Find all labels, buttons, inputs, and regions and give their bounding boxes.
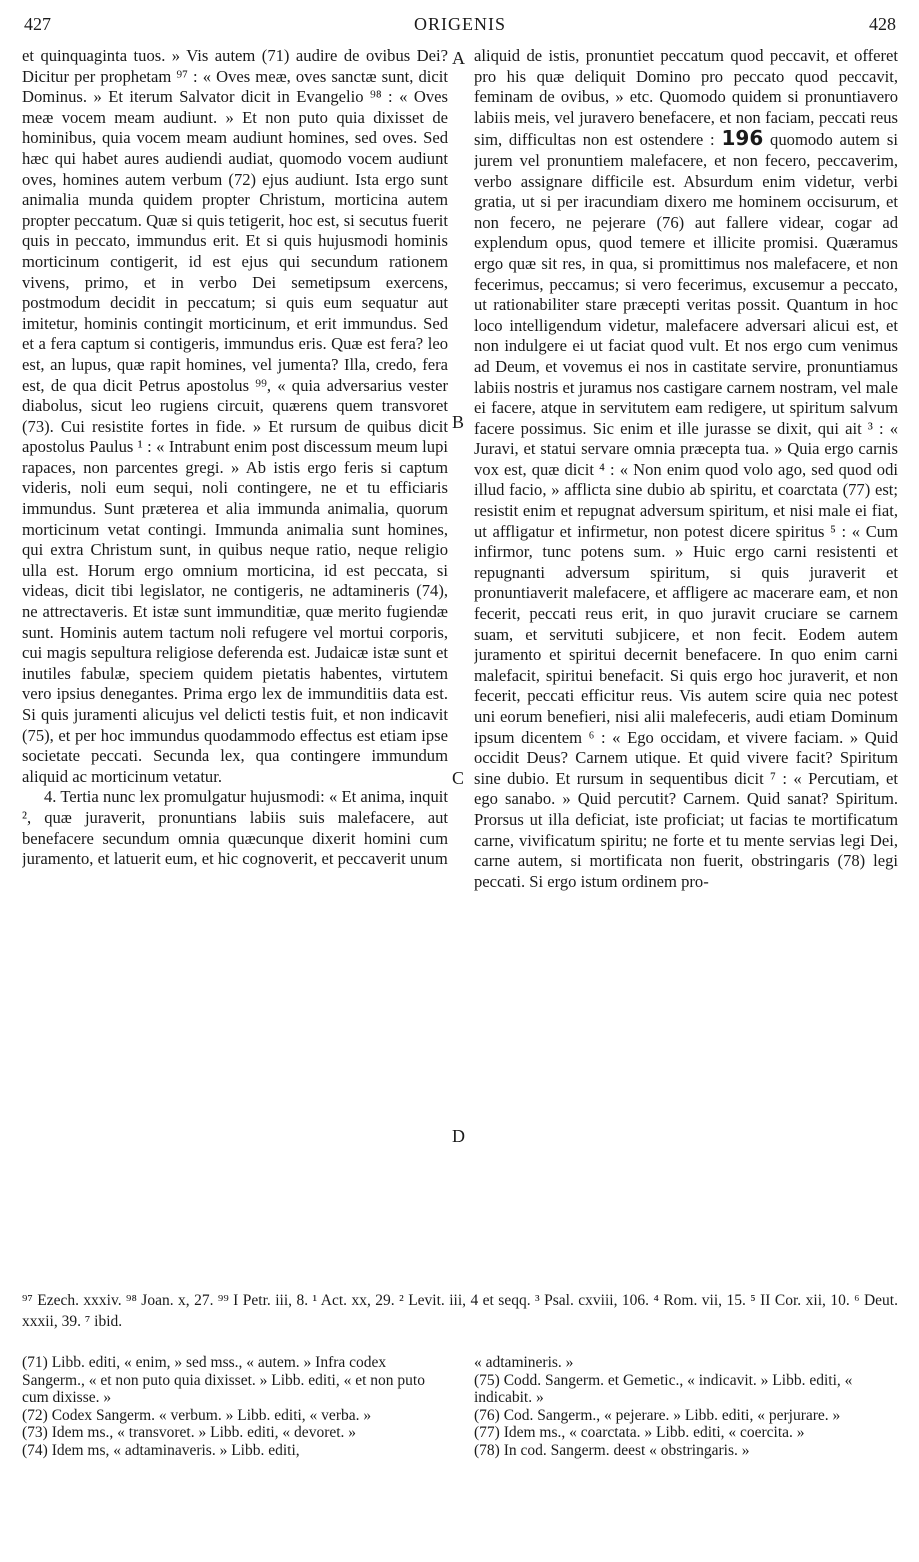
- footnote: « adtamineris. »: [474, 1354, 574, 1371]
- section-number: 196: [721, 126, 764, 151]
- footnote: (72) Codex Sangerm. « verbum. » Libb. editi, « verba. »: [22, 1406, 372, 1424]
- page-number-left: 427: [24, 14, 51, 34]
- right-column: [474, 46, 898, 1278]
- page-header: [24, 14, 896, 40]
- footnotes-left: [22, 1354, 450, 1554]
- footnotes-right: [474, 1354, 898, 1554]
- page-number-right: 428: [869, 14, 896, 34]
- left-column: [22, 46, 448, 1278]
- footnote: (74) Idem ms, « adtaminaveris. » Libb. editi,: [22, 1441, 300, 1459]
- right-text-after-section: quomodo autem si jurem vel pronuntiem malefacere, et non fecero, peccaverim, verbo assignare difficile est. Absurdum enim videtur, verbi gratia, ut si per iracundiam dixero me hominem occisurum, et non fecero, ne pejerare (76) aut fallere videar, cogar ad explendum opus, quod temere et illicite promisi. Quæramus ergo quæ sit res, in qua, si promittimus nos malefacere, et non fecerimus, peccamus; si vero fecerimus, excusemur a peccato, ut rationabiliter stare præcepti veritas possit. Quantum in hoc loco intelligendum videtur, malefacere adversari alicui est, et non indulgere ei ut faciat quod vult. Et nos ergo cum venimus ad Deum, et vovemus ei nos in castitate servire, pronuntiamus labiis nostris et juramus nos castigare carnem nostram, vel male ei facere, atque in servitutem eam redigere, ut spiritum salvum facere possimus. Sic enim et ille jurasse se dixit, qui ait ³ : « Juravi, et statui servare omnia præcepta tua. » Quia ergo carnis vox est, quæ dicit ⁴ : « Non enim quod volo ago, sed quod odi illud facio, » afflicta sine dubio ab spiritu, et coarctata (77) est; resistit enim et repugnat adversum spiritum, et nisi male ei fiat, ut affligatur et infirmetur, non potest dicere spiritus ⁵ : « Cum infirmor, tunc potens sum. » Huic ergo carni resistenti et repugnanti adversum spiritum, si quis juraverit et pronuntiaverit malefacere, et affligere ac macerare eam, et non fecerit, peccati reus erit, in quo juravit cruciare se carnem suam, et servituti subjicere, et non fecit. Eodem autem juramento et spiritui decernit benefacere. In quo enim carni malefacit, spiritui benefacit. Si quis ergo hoc juraverit, et non fecerit, peccati efficitur reus. Vis autem scire quia nec potest uni eorum benefieri, nisi alii malefeceris, audi etiam Dominum ipsum dicentem ⁶ : « Ego occidam, et vivere faciam. » Quid occidit Deus? Carnem utique. Et quid vivere facit? Spiritum sine dubio. Et rursum in sequentibus dicit ⁷ : « Percutiam, et ego sanabo. » Quid percutit? Carnem. Quid sanat? Spiritum. Prorsus ut illa deficiat, iste proficiat; ut facias te mortificatum carne, vivificatum spiritu; ne forte et tu mente servias legi Dei, carne autem, si mortificata non fuerit, obstringaris (78) legi peccati. Si ergo istum ordinem pro-: [474, 130, 898, 891]
- left-paragraph-2: 4. Tertia nunc lex promulgatur hujusmodi: « Et anima, inquit ², quæ juraverit, pronuntians labiis suis malefacere, aut benefacere secundum omnia quæcunque dixerit homini cum juramento, et latuerit eum, et hic cognoverit, et peccaverit unum: [22, 787, 448, 869]
- footnote: (73) Idem ms., « transvoret. » Libb. editi, « devoret. »: [22, 1424, 357, 1442]
- footnote: (77) Idem ms., « coarctata. » Libb. editi, « coercita. »: [474, 1424, 805, 1442]
- footnote: (75) Codd. Sangerm. et Gemetic., « indicavit. » Libb. editi, « indicabit. »: [474, 1371, 853, 1407]
- right-text-before-section: aliquid de istis, pronuntiet peccatum quod peccavit, et offeret pro his quæ deliquit Domino pro peccato quod peccavit, feminam de ovibus, » etc. Quomodo quidem si pronuntiavero labiis meis, vel juravero benefacere, et non faciam, peccati reus sim, difficultas non est ostendere :: [474, 46, 898, 150]
- running-title: ORIGENIS: [414, 14, 506, 34]
- right-paragraph-1: [474, 46, 898, 892]
- footnote: (71) Libb. editi, « enim, » sed mss., « autem. » Infra codex Sangerm., « et non puto quia dixisset. » Libb. editi, « et non puto cum dixisse. »: [22, 1354, 425, 1407]
- margin-marker-b: B: [452, 412, 465, 432]
- margin-marker-a: A: [452, 48, 465, 68]
- margin-marker-c: C: [452, 768, 465, 788]
- references-text: ⁹⁷ Ezech. xxxiv. ⁹⁸ Joan. x, 27. ⁹⁹ I Petr. iii, 8. ¹ Act. xx, 29. ² Levit. iii, 4 et seqq. ³ Psal. cxviii, 106. ⁴ Rom. vii, 15. ⁵ II Cor. xii, 10. ⁶ Deut. xxxii, 39. ⁷ ibid.: [22, 1292, 898, 1330]
- margin-marker-d: D: [452, 1126, 465, 1146]
- footnote: (78) In cod. Sangerm. deest « obstringaris. »: [474, 1441, 750, 1459]
- scripture-references: [22, 1290, 898, 1336]
- left-paragraph-1: et quinquaginta tuos. » Vis autem (71) audire de ovibus Dei? Dicitur per prophetam ⁹⁷ : « Oves meæ, oves sanctæ sunt, dicit Dominus. » Et iterum Salvator dicit in Evangelio ⁹⁸ : « Oves meæ vocem meam audiunt. » Et non puto quia dixisset de hominibus, quia vocem meam audiunt homines, sed oves. Sed hæc qui habet aures audiendi audiat, quomodo vocem audiunt oves, homines autem verbum (72) ejus audiunt. Ista ergo sunt animalia munda quidem propter Christum, morticina autem propter peccatum. Quæ si quis tetigerit, hoc est, si secutus fuerit quis in peccato, immundus erit. Et si quis hujusmodi hominis morticinum contigerit, id est ejus qui secundum rationem vivens, primo, et in verbo Dei semetipsum exercens, postmodum decidit in peccatum; si quis eum sequatur aut imitetur, hominis contingit morticinum, et erit immundus. Sed et a fera captum si contigeris, immundus eris. Quæ est fera? leo est, an lupus, quæ rapit homines, vel jumenta? Illa, credo, fera est, de qua dicit Petrus apostolus ⁹⁹, « quia adversarius vester diabolus, sicut leo rugiens circuit, quærens quem transvoret (73). Cui resistite fortes in fide. » Et rursum de quibus dicit apostolus Paulus ¹ : « Intrabunt enim post discessum meum lupi rapaces, non parcentes gregi. » Ab istis ergo feris si captum videris, noli eum sequi, noli contingere, ne et tu efficiaris immundus. Sunt præterea et alia immunda animalia, quorum morticinum vetat contingi. Immunda animalia sunt homines, qui extra Christum sunt, in quibus neque ratio, neque religio ulla est. Horum ergo omnium morticina, id est peccata, si videas, dicit tibi legislator, ne contigeris, ne adtamineris (74), ne attrectaveris. Et istæ sunt immunditiæ, quæ merito fugiendæ sunt. Hominis autem tactum noli refugere vel mortui corporis, cui magis sepultura religiose deferenda est. Judaicæ istæ sunt et inutiles fabulæ, speciem quidem pietatis habentes, virtutem vero ipsius denegantes. Prima ergo lex de immunditiis data est. Si quis juramenti alicujus vel delicti testis fuit, et non indicavit (75), et per hoc immundus quodammodo effectus est etiam ipse societate peccati. Secunda lex, qua contingere immundum aliquid ac morticinum vetatur.: [22, 46, 448, 786]
- footnote: (76) Cod. Sangerm., « pejerare. » Libb. editi, « perjurare. »: [474, 1406, 841, 1424]
